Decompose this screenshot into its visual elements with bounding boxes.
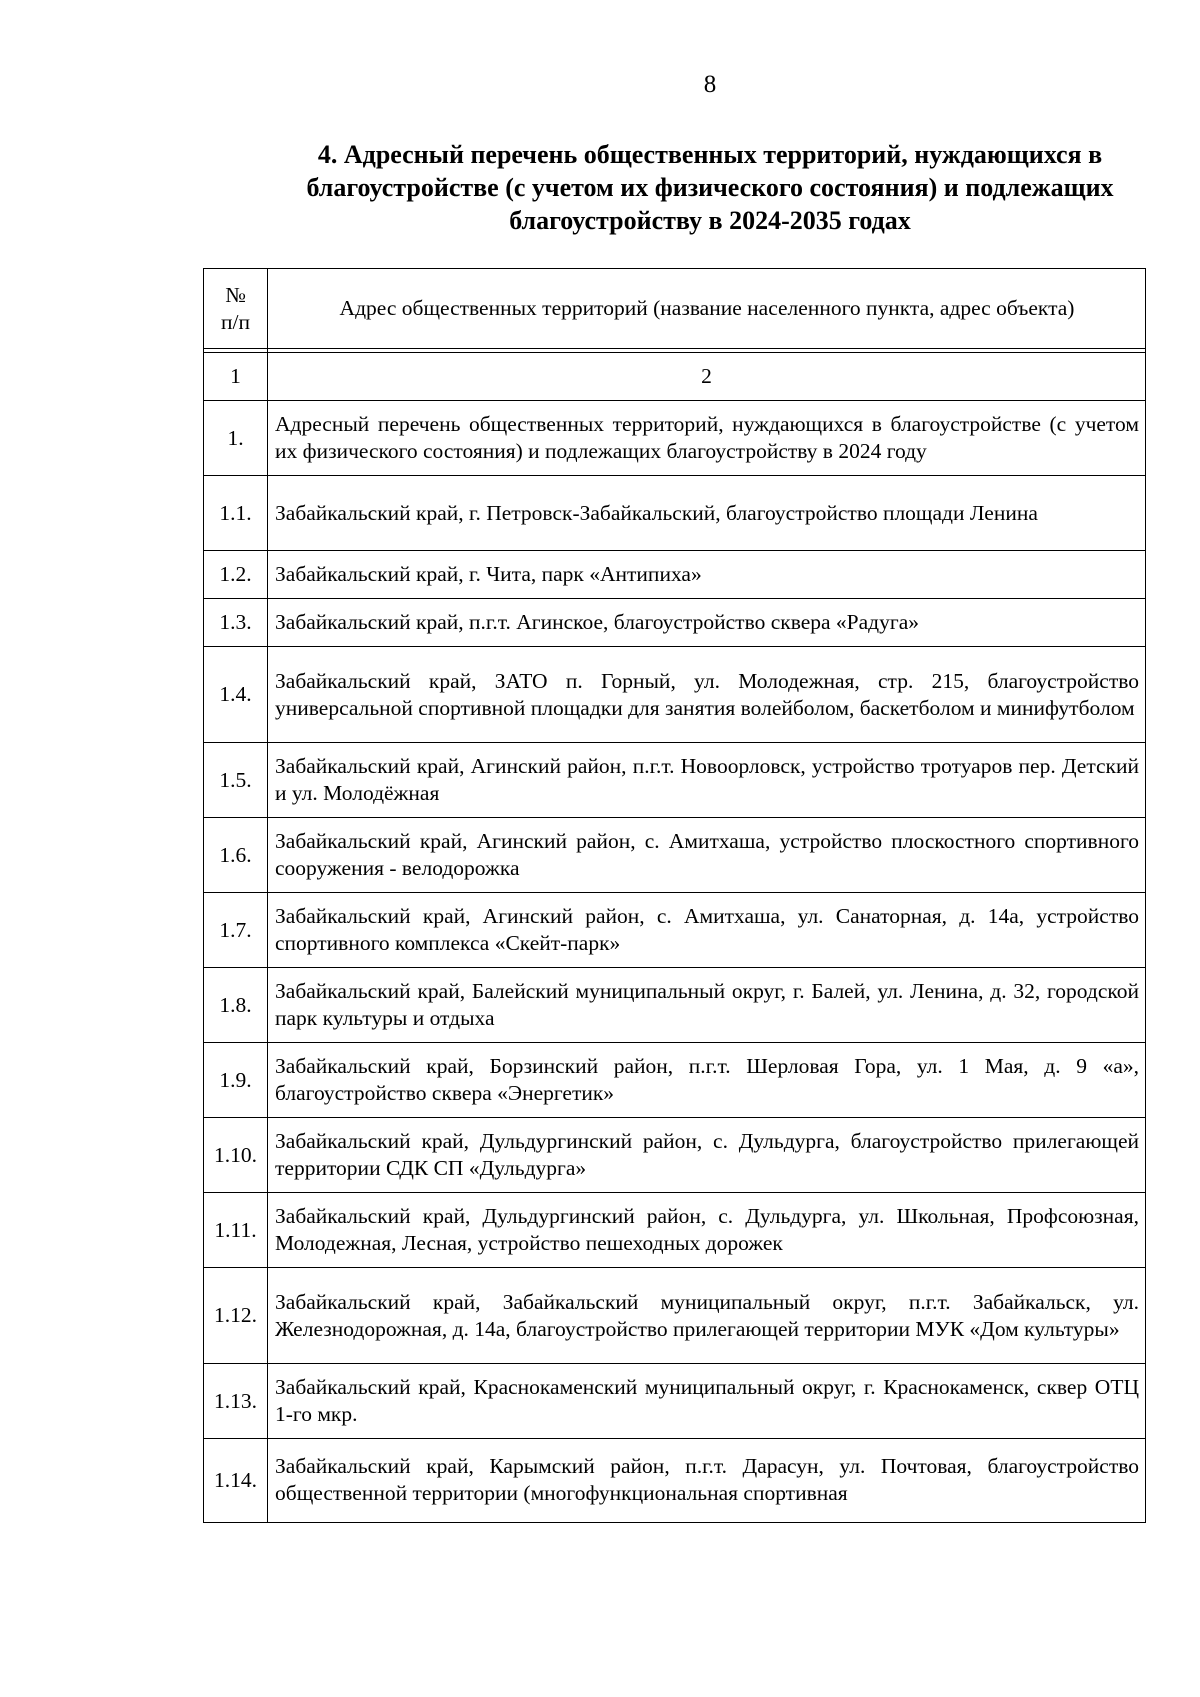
row-number: 1.9. (204, 1043, 268, 1118)
row-number: 1.13. (204, 1364, 268, 1439)
table-row (204, 968, 1146, 1043)
row-address: Забайкальский край, Агинский район, с. Амитхаша, ул. Санаторная, д. 14а, устройство спортивного комплекса «Скейт-парк» (268, 893, 1146, 968)
header-address: Адрес общественных территорий (название населенного пункта, адрес объекта) (268, 269, 1146, 349)
row-address: Забайкальский край, Краснокаменский муниципальный округ, г. Краснокаменск, сквер ОТЦ 1-го мкр. (268, 1364, 1146, 1439)
row-number: 1.4. (204, 647, 268, 743)
row-address: Забайкальский край, ЗАТО п. Горный, ул. Молодежная, стр. 215, благоустройство универсальной спортивной площадки для занятия волейболом, баскетболом и минифутболом (268, 647, 1146, 743)
row-number: 1. (204, 401, 268, 476)
table-row (204, 893, 1146, 968)
table-row (204, 551, 1146, 599)
table-row (204, 1043, 1146, 1118)
table-row (204, 818, 1146, 893)
table-row (204, 401, 1146, 476)
row-address (268, 1439, 1146, 1523)
table-row (204, 743, 1146, 818)
address-table (203, 268, 1146, 1523)
header-num-label: № п/п (221, 282, 250, 334)
table-row (204, 1364, 1146, 1439)
row-number: 1.7. (204, 893, 268, 968)
row-number: 1.8. (204, 968, 268, 1043)
row-address: Забайкальский край, Агинский район, п.г.т. Новоорловск, устройство тротуаров пер. Детский и ул. Молодёжная (268, 743, 1146, 818)
row-address: Забайкальский край, г. Петровск-Забайкальский, благоустройство площади Ленина (268, 476, 1146, 551)
title-line: благоустройству в 2024-2035 годах (509, 206, 911, 235)
row-address: Забайкальский край, Балейский муниципальный округ, г. Балей, ул. Ленина, д. 32, городской парк культуры и отдыха (268, 968, 1146, 1043)
header-num (204, 269, 268, 349)
row-address: Забайкальский край, Дульдургинский район, с. Дульдурга, благоустройство прилегающей территории СДК СП «Дульдурга» (268, 1118, 1146, 1193)
table-row (204, 1439, 1146, 1523)
table-row (204, 647, 1146, 743)
row-number: 1.5. (204, 743, 268, 818)
table-row (204, 1118, 1146, 1193)
row-number: 1.6. (204, 818, 268, 893)
document-title (200, 138, 1200, 237)
row-number: 1.14. (204, 1439, 268, 1523)
column-number: 1 (204, 353, 268, 401)
table-row (204, 1193, 1146, 1268)
row-address-text: Забайкальский край, Карымский район, п.г.т. Дарасун, ул. Почтовая, благоустройство общественной территории (многофункциональная спортивная (275, 1454, 1139, 1505)
row-number: 1.1. (204, 476, 268, 551)
row-number: 1.3. (204, 599, 268, 647)
page-number: 8 (703, 71, 717, 98)
table-row (204, 1268, 1146, 1364)
row-number: 1.11. (204, 1193, 268, 1268)
row-address: Адресный перечень общественных территорий, нуждающихся в благоустройстве (с учетом их физического состояния) и подлежащих благоустройству в 2024 году (268, 401, 1146, 476)
row-address: Забайкальский край, Дульдургинский район, с. Дульдурга, ул. Школьная, Профсоюзная, Молодежная, Лесная, устройство пешеходных дорожек (268, 1193, 1146, 1268)
column-number-row (204, 353, 1146, 401)
table-row (204, 476, 1146, 551)
row-number: 1.2. (204, 551, 268, 599)
row-address: Забайкальский край, Забайкальский муниципальный округ, п.г.т. Забайкальск, ул. Железнодорожная, д. 14а, благоустройство прилегающей территории МУК «Дом культуры» (268, 1268, 1146, 1364)
row-number: 1.10. (204, 1118, 268, 1193)
title-line: 4. Адресный перечень общественных территорий, нуждающихся в (317, 140, 1103, 169)
table-row (204, 599, 1146, 647)
title-line: благоустройстве (с учетом их физического состояния) и подлежащих (306, 173, 1114, 202)
row-number: 1.12. (204, 1268, 268, 1364)
row-address: Забайкальский край, Агинский район, с. Амитхаша, устройство плоскостного спортивного сооружения - велодорожка (268, 818, 1146, 893)
row-address: Забайкальский край, г. Чита, парк «Антипиха» (268, 551, 1146, 599)
column-number: 2 (268, 353, 1146, 401)
row-address: Забайкальский край, Борзинский район, п.г.т. Шерловая Гора, ул. 1 Мая, д. 9 «а», благоустройство сквера «Энергетик» (268, 1043, 1146, 1118)
row-address: Забайкальский край, п.г.т. Агинское, благоустройство сквера «Радуга» (268, 599, 1146, 647)
table-header-row (204, 269, 1146, 349)
